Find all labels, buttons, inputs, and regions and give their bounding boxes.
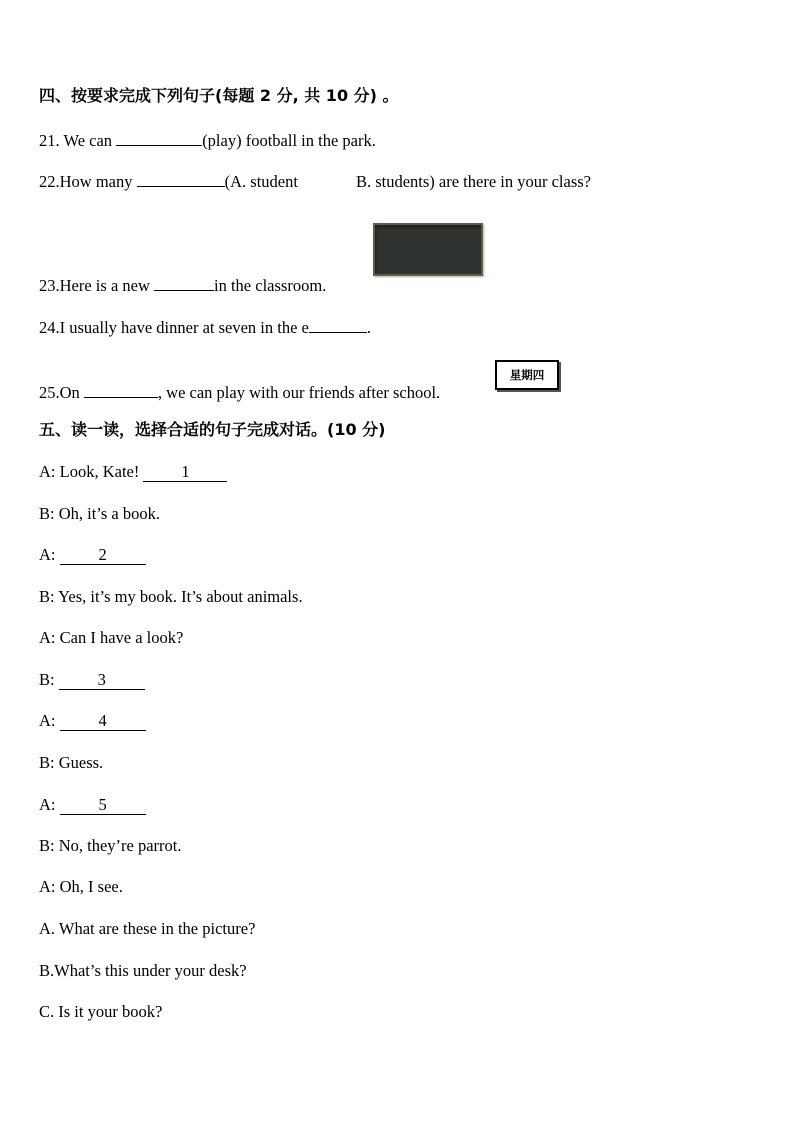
answer-blank[interactable] <box>309 316 367 333</box>
blackboard-picture <box>373 223 483 276</box>
answer-blank[interactable] <box>84 381 158 398</box>
answer-blank[interactable] <box>154 274 214 291</box>
thursday-card: 星期四 <box>495 360 559 390</box>
dialogue-line: A: Look, Kate! 1 <box>39 462 227 482</box>
dialogue-line: B: Oh, it’s a book. <box>39 504 161 523</box>
dialogue-line: A: 5 <box>39 795 146 815</box>
answer-blank[interactable] <box>116 129 202 146</box>
dialogue-blank[interactable]: 4 <box>60 712 146 731</box>
section-4-heading: 四、按要求完成下列句子(每题 2 分, 共 10 分) 。 <box>39 86 399 105</box>
option-a: A. What are these in the picture? <box>39 919 256 938</box>
question-21: 21. We can (play) football in the park. <box>39 131 376 150</box>
answer-blank[interactable] <box>137 170 225 187</box>
question-23: 23.Here is a new in the classroom. <box>39 276 327 295</box>
section-5-heading: 五、读一读，选择合适的句子完成对话。(10 分) <box>39 420 386 439</box>
option-b: B.What’s this under your desk? <box>39 961 247 980</box>
dialogue-line: B: 3 <box>39 670 145 690</box>
question-24: 24.I usually have dinner at seven in the e . <box>39 318 371 337</box>
dialogue-blank[interactable]: 2 <box>60 546 146 565</box>
dialogue-line: A: 4 <box>39 711 146 731</box>
dialogue-blank[interactable]: 1 <box>143 463 227 482</box>
dialogue-line: B: Guess. <box>39 753 104 772</box>
option-c: C. Is it your book? <box>39 1002 163 1021</box>
dialogue-line: A: 2 <box>39 545 146 565</box>
question-25: 25.On , we can play with our friends after school. <box>39 383 441 402</box>
question-22: 22.How many (A. student B. students) are there in your class? <box>39 172 592 191</box>
dialogue-blank[interactable]: 3 <box>59 671 145 690</box>
dialogue-line: B: No, they’re parrot. <box>39 836 182 855</box>
dialogue-line: B: Yes, it’s my book. It’s about animals. <box>39 587 303 606</box>
dialogue-line: A: Oh, I see. <box>39 877 123 896</box>
dialogue-line: A: Can I have a look? <box>39 628 184 647</box>
dialogue-blank[interactable]: 5 <box>60 796 146 815</box>
